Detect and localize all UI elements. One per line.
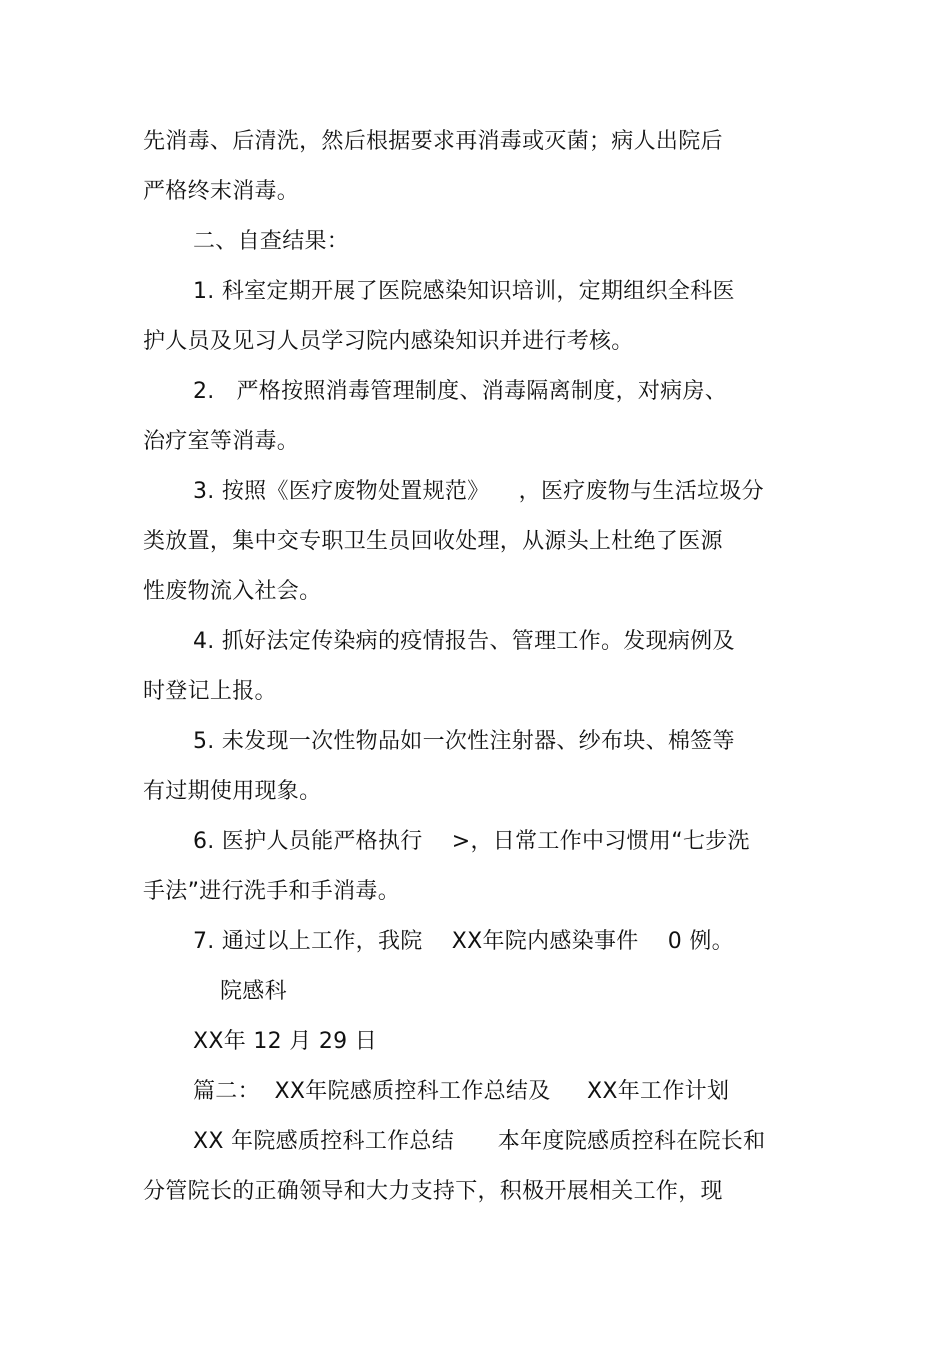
text-line: 分管院长的正确领导和大力支持下，积极开展相关工作，现 [143, 1179, 723, 1204]
text-line: 类放置，集中交专职卫生员回收处理，从源头上杜绝了医源 [143, 529, 723, 554]
text-line: 6. 医护人员能严格执行 >，日常工作中习惯用“七步洗 [193, 829, 750, 854]
text-line: 5. 未发现一次性物品如一次性注射器、纱布块、棉签等 [193, 729, 735, 754]
text-line: XX 年院感质控科工作总结 本年度院感质控科在院长和 [193, 1129, 766, 1154]
text-line: 时登记上报。 [143, 679, 277, 704]
text-line: 1. 科室定期开展了医院感染知识培训，定期组织全科医 [193, 279, 735, 304]
text-line: 严格终末消毒。 [143, 179, 300, 204]
text-line: 性废物流入社会。 [143, 579, 322, 604]
text-line: 治疗室等消毒。 [143, 429, 300, 454]
text-line: 手法”进行洗手和手消毒。 [143, 879, 400, 904]
text-line: 护人员及见习人员学习院内感染知识并进行考核。 [143, 329, 634, 354]
chapter-heading: 篇二： XX年院感质控科工作总结及 XX年工作计划 [193, 1079, 730, 1104]
date-line: XX年 12 月 29 日 [193, 1029, 378, 1054]
text-line: 有过期使用现象。 [143, 779, 322, 804]
text-line: 7. 通过以上工作，我院 XX年院内感染事件 0 例。 [193, 929, 734, 954]
text-line: 4. 抓好法定传染病的疫情报告、管理工作。发现病例及 [193, 629, 735, 654]
text-line: 2. 严格按照消毒管理制度、消毒隔离制度，对病房、 [193, 379, 728, 404]
department-signature: 院感科 [220, 979, 287, 1004]
text-line: 先消毒、后清洗，然后根据要求再消毒或灭菌；病人出院后 [143, 129, 723, 154]
section-heading: 二、自查结果： [193, 229, 350, 254]
text-line: 3. 按照《医疗废物处置规范》 ，医疗废物与生活垃圾分 [193, 479, 764, 504]
